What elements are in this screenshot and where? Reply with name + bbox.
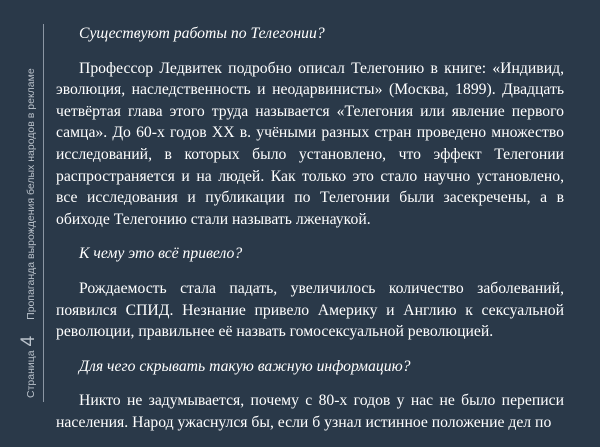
page-content: [56, 23, 564, 447]
sidebar-caption: [18, 68, 39, 398]
page-number: 4: [18, 335, 39, 347]
question-heading: К чему это всё привело?: [79, 245, 243, 263]
question-heading: Существуют работы по Телегонии?: [79, 25, 325, 42]
sidebar-divider: [43, 24, 44, 402]
question-heading: Для чего скрывать такую важную информацию?: [79, 357, 411, 375]
page-label: Страница: [25, 350, 37, 398]
paragraph: Рождаемость стала падать, увеличилось количество заболеваний, появился СПИД. Незнание привело Америку и Англию к сексуальной революции, правильнее её назвать гомосексуальной революцией.: [56, 279, 564, 341]
sidebar: [0, 0, 42, 422]
paragraph: Никто не задумывается, почему с 80-х годов у нас не было переписи населения. Народ ужаснулся бы, если б узнал истинное положение дел по: [56, 392, 564, 431]
document-title: Пропаганда вырождения белых народов в рекламе: [25, 68, 37, 320]
paragraph: Профессор Ледвитек подробно описал Телегонию в книге: «Индивид, эволюция, наследственность и неодарвинисты» (Москва, 1899). Двадцать четвёртая глава этого труда называется «Телегония или явление первого самца». До 60-х годов ХХ в. учёными разных стран проведено множество исследований, в которых было установлено, что эффект Телегонии распространяется и на людей. Как только это стало научно установлено, все исследования и публикации по Телегонии были засекречены, а в обиходе Телегонию стали называть лженаукой.: [56, 59, 564, 228]
